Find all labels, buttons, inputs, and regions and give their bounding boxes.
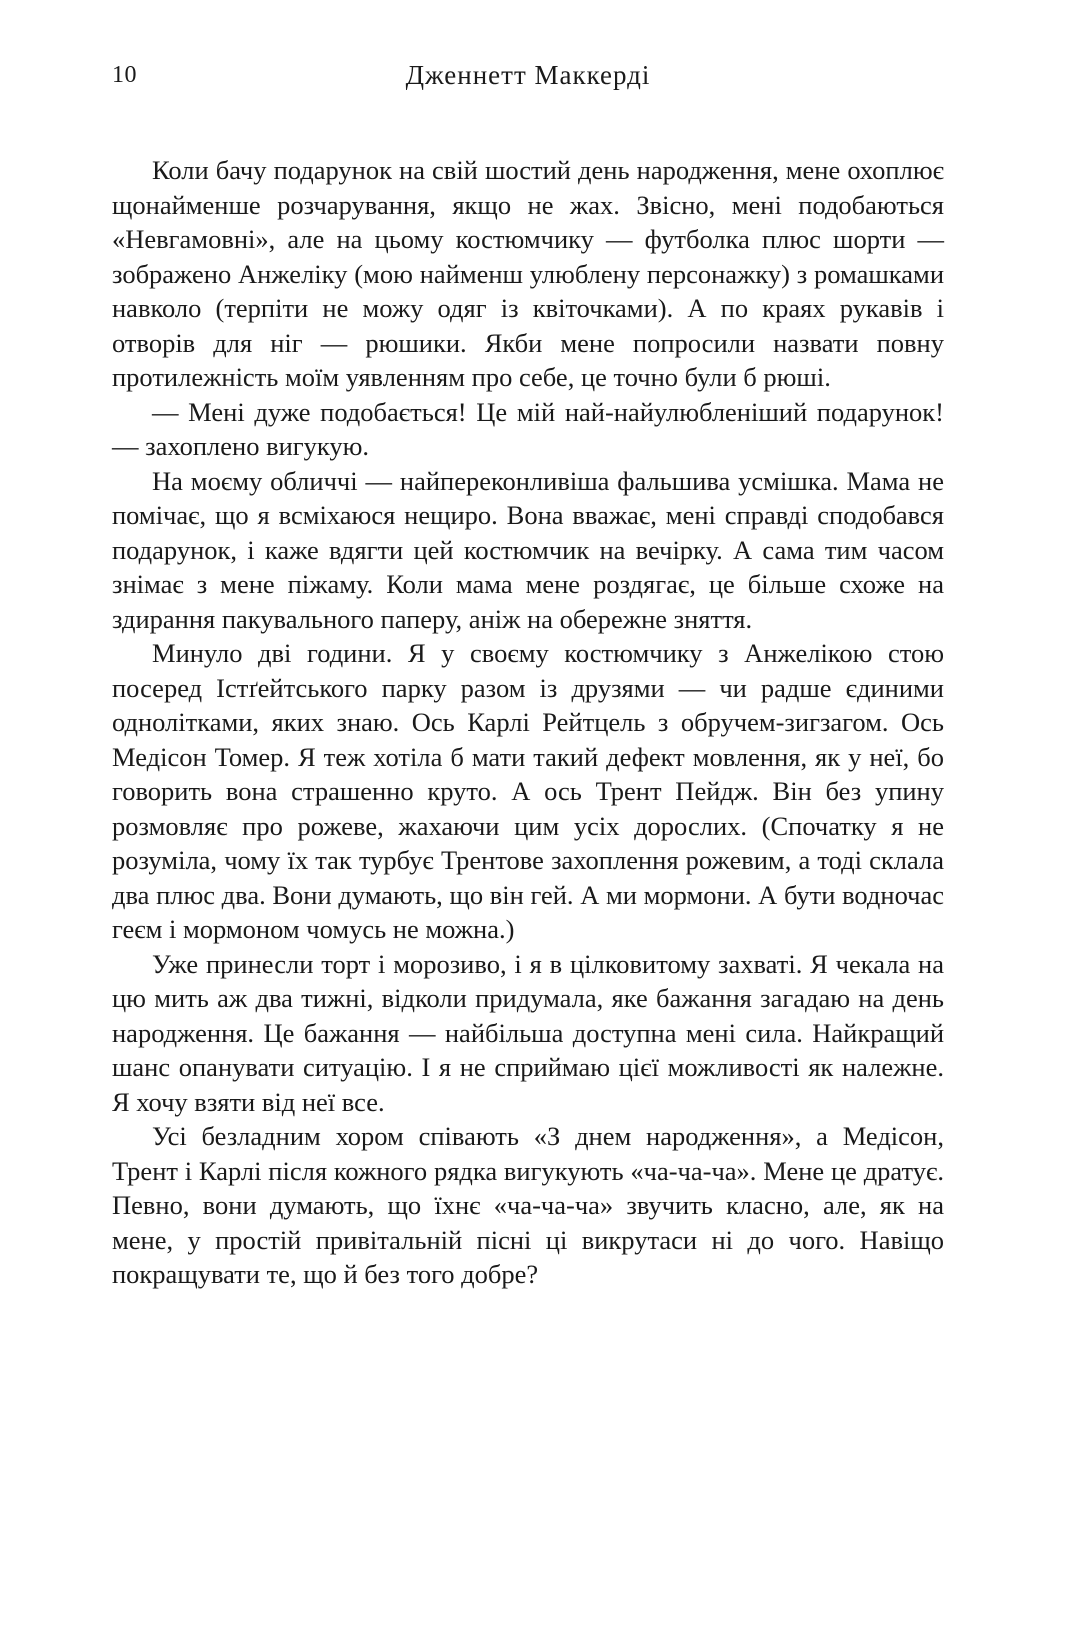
paragraph: Усі безладним хором співають «З днем народження», а Медісон, Трент і Карлі після кожного рядка вигукують «ча-ча-ча». Мене це дратує. Певно, вони думають, що їхнє «ча-ча-ча» звучить класно, але, як на мене, у простій привітальній пісні ці викрутаси ні до чого. Навіщо покращувати те, що й без того добре? [112,1121,944,1289]
paragraph: Уже принесли торт і морозиво, і я в цілковитому захваті. Я чекала на цю мить аж два тижні, відколи придумала, яке бажання загадаю на день народження. Це бажання — найбільша доступна мені сила. Найкращий шанс опанувати ситуацію. І я не сприймаю цієї можливості як належне. Я хочу взяти від неї все. [112,948,944,1117]
body-text [112,153,944,1292]
paragraph: Коли бачу подарунок на свій шостий день народження, мене охоплює щонайменше розчарування, якщо не жах. Звісно, мені подобаються «Невгамовні», але на цьому костюмчику — футболка плюс шорти — зображено Анжеліку (мою найменш улюблену персонажку) з ромашками навколо (терпіти не можу одяг із квіточками). А по краях рукавів і отворів для ніг — рюшики. Якби мене попросили назвати повну протилежність моїм уявленням про себе, це точно були б рюші. [112,155,944,392]
paragraph: — Мені дуже подобається! Це мій най-найулюбленіший подарунок! — захоплено вигукую. [112,396,944,461]
running-head-author: Дженнетт Маккерді [405,60,651,90]
page-number: 10 [112,62,137,88]
page-header [112,60,944,100]
paragraph: Минуло дві години. Я у своєму костюмчику з Анжелікою стою посеред Істґейтського парку разом із друзями — чи радше єдиними однолітками, яких знаю. Ось Карлі Рейтцель з обручем-зигзагом. Ось Медісон Томер. Я теж хотіла б мати такий дефект мовлення, як у неї, бо говорить вона страшенно круто. А ось Трент Пейдж. Він без упину розмовляє про рожеве, жахаючи цим усіх дорослих. (Спочатку я не розуміла, чому їх так турбує Трентове захоплення рожевим, а тоді склала два плюс два. Вони думають, що він гей. А ми мормони. А бути водночас геєм і мормоном чомусь не можна.) [112,638,944,944]
paragraph: На моєму обличчі — найпереконливіша фальшива усмішка. Мама не помічає, що я всміхаюся нещиро. Вона вважає, мені справді сподобався подарунок, і каже вдягти цей костюмчик на вечірку. А сама тим часом знімає з мене піжаму. Коли мама мене роздягає, це більше схоже на здирання пакувального паперу, аніж на обережне зняття. [112,465,944,634]
